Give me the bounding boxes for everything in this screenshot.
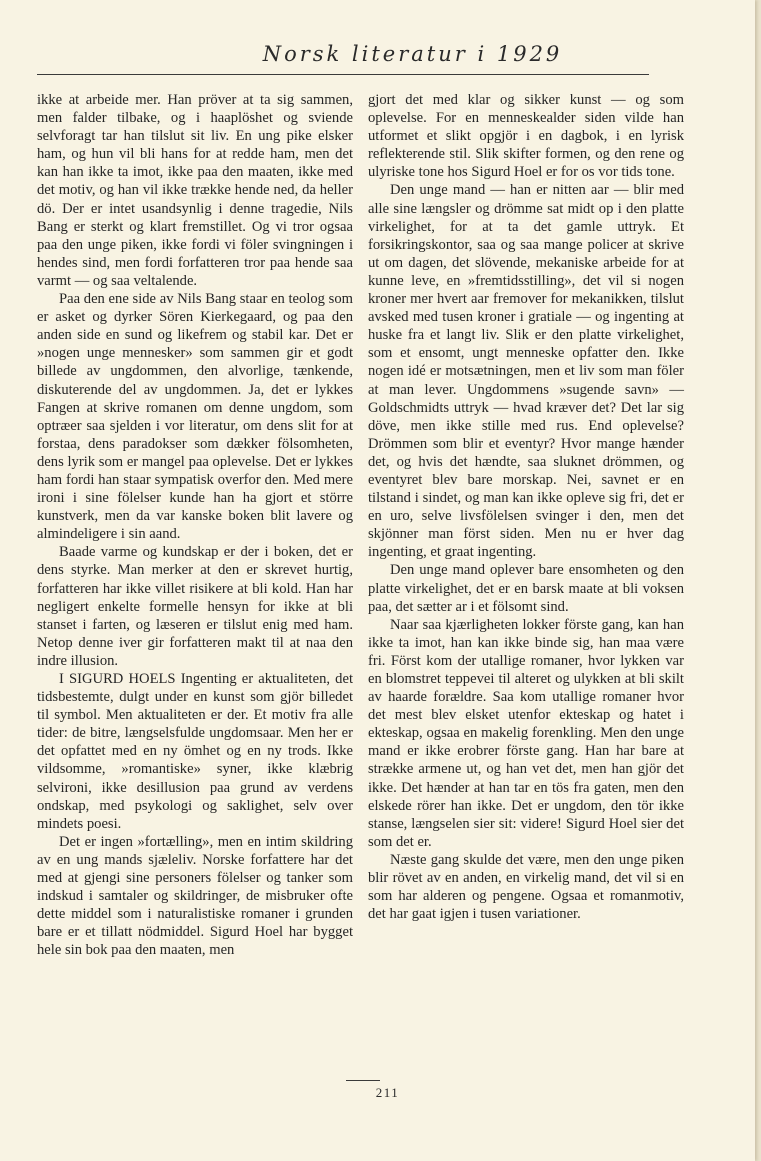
running-title: Norsk literatur i 1929: [262, 42, 563, 66]
right-column: [368, 91, 684, 923]
header-rule: [37, 74, 649, 75]
left-column: [37, 91, 353, 960]
page-number: 211: [375, 1085, 400, 1100]
footer-rule: [346, 1080, 380, 1081]
paragraph: Den unge mand — han er nitten aar — blir med alle sine længsler og drömme sat midt op i den platte virkelighet, for at ta det gamle uttryk. Et forsikringskontor, saa og saa mange policer at skrive ut om dagen, det slövende, mekaniske arbeide for at kunne leve, en »fremtidsstilling», det vil si nogen kroner mer hvert aar fremover for mekanikken, tilslut avsked med tusen kroner i gratiale — og ingenting at huske fra et langt liv. Slik er den platte virkelighet, som et ensomt, ungt menneske opfatter den. Ikke nogen idé er motsætningen, men et liv som man föler at man lever. Ungdommens »sugende savn» — Goldschmidts uttryk — hvad kræver det? Det lar sig döve, men ikke stille med rus. End oplevelse? Drömmen som blir et eventyr? Hvor mange hænder det, og hvis det hændte, saa sluknet drömmen, og eventyret blev bare morskap. Nei, savnet er en tilstand i sindet, og man kan ikke opleve sig fri, det er en uro, selve livsfölelsen svinger i den, men det skjönner man först siden. Men nu er hver dag ingenting, et graat ingenting.: [368, 182, 684, 561]
paragraph: Næste gang skulde det være, men den unge piken blir rövet av en anden, en virkelig mand, det vil si en som har alderen og pengene. Ogsaa et romanmotiv, det har gaat igjen i tusen variationer.: [368, 851, 684, 923]
paragraph: gjort det med klar og sikker kunst — og som oplevelse. For en menneskealder siden vilde han utformet et slikt opgjör i en dagbok, i en lyrisk reflekterende stil. Slik skifter formen, og den rene og ulyriske tone hos Sigurd Hoel er for os vor tids tone.: [368, 92, 684, 181]
paragraph: ikke at arbeide mer. Han pröver at ta sig sammen, men falder tilbake, og i haaplöshet og sviende selvforagt tar han tilslut sit liv. En ung pike elsker ham, og hun vil bli hans for at redde ham, men det kan han ikke ta imot, ikke paa den maaten, ikke med det motiv, og han vil ikke trække hende ned, da heller dö. Der er intet usandsynlig i denne tragedie, Nils Bang er sterkt og klart fremstillet. Og vi tror ogsaa paa den unge piken, ikke fordi vi föler svingningen i hendes sind, men fordi forfatteren tror paa hende saa varmt — og saa veltalende.: [37, 92, 353, 289]
paragraph: Paa den ene side av Nils Bang staar en teolog som er asket og dyrker Sören Kierkegaard, og paa den anden side en sund og likefrem og stabil kar. Det er »nogen unge mennesker» som sammen gir et godt billede av ungdommen, den alvorlige, tænkende, diskuterende del av ungdommen. Ja, det er lykkes Fangen at skrive romanen om denne ungdom, som optræer saa sjelden i vor literatur, om dens slit for at forstaa, dens paradokser som dækker fölsomheten, dens lyrik som er mangel paa oplevelse. Det er lykkes ham fordi han staar sympatisk overfor den. Med mere ironi i sine fölelser kunde han ha gjort et större kunstverk, men da var kanske boken blit lavere og almindeligere i sin aand.: [37, 291, 353, 543]
paragraph: I SIGURD HOELS Ingenting er aktualiteten, det tidsbestemte, dulgt under en kunst som gjör billedet til symbol. Men aktualiteten er der. Et motiv fra alle tider: de bitre, længselsfulde ungdomsaar. Men her er det opfattet med en ny ömhet og en ny trods. Ikke vildsomme, »romantiske» syner, ikke klæbrig selvironi, ikke desillusion paa grund av verdens ondskap, med psykologi og saklighet, selv over mindets poesi.: [37, 671, 353, 832]
paragraph: Naar saa kjærligheten lokker förste gang, kan han ikke ta imot, han kan ikke binde sig, han maa være fri. Först kom der utallige romaner, hvor lykken var en blomstret teppevei til alteret og ulykken at bli skilt av haarde forældre. Saa kom utallige romaner hvor det mest blev elsket utenfor ekteskap og hatet i ekteskap, ogsaa en makelig forenkling. Men den unge mand er ikke erobrer förste gang. Han har bare at strække armene ut, og han vet det, men han gjör det ikke. Det hænder at han tar en tös fra gaten, men den elskede rörer han ikke. Det er ungdom, den tör ikke stanse, længselen sier sit: videre! Sigurd Hoel sier det som det er.: [368, 616, 684, 850]
paragraph: Baade varme og kundskap er der i boken, det er dens styrke. Man merker at den er skrevet hurtig, forfatteren har ikke villet risikere at bli kold. Han har negligert enkelte formelle hensyn for ikke at bli stanset i farten, og læseren er tilslut enig med ham. Netop denne iver gir forfatteren makt til at naa den indre illusion.: [37, 544, 353, 669]
paragraph: Den unge mand oplever bare ensomheten og den platte virkelighet, det er en barsk maate at bli voksen paa, det sætter ar i et fölsomt sind.: [368, 562, 684, 615]
paragraph: Det er ingen »fortælling», men en intim skildring av en ung mands sjæleliv. Norske forfattere har det med at gjengi sine personers fölelser og tanker som indskud i samtaler og skildringer, de misbruker ofte dette middel som i naturalistiske romaner i grunden bare er et tillatt nödmiddel. Sigurd Hoel har bygget hele sin bok paa den maaten, men: [37, 833, 353, 959]
